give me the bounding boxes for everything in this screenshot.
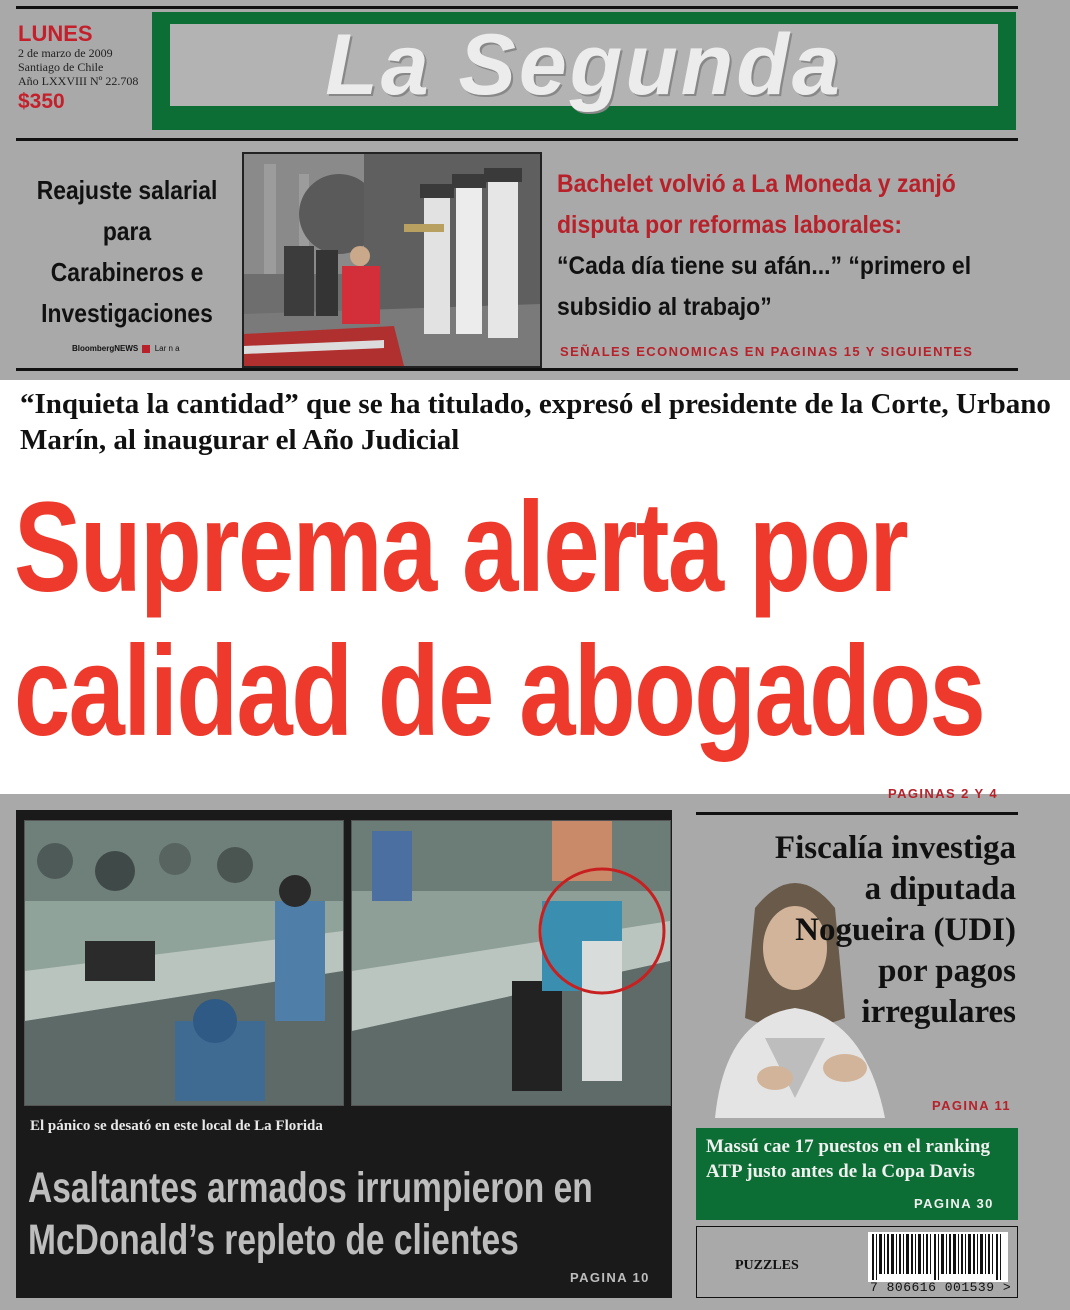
top-row-bottom-rule: [16, 368, 1018, 371]
crime-photo-caption: El pánico se desató en este local de La Florida: [30, 1118, 323, 1134]
price: $350: [18, 90, 65, 113]
sports-page-ref[interactable]: PAGINA 30: [914, 1196, 994, 1211]
bloomberg-logo-text: BloombergNEWS: [72, 344, 139, 353]
fiscalia-page-ref[interactable]: PAGINA 11: [932, 1098, 1012, 1113]
newspaper-title: La Segunda: [325, 17, 843, 113]
cctv-photo-right: [351, 820, 671, 1106]
issue-date: 2 de marzo de 2009: [18, 46, 113, 60]
date-block: [18, 22, 148, 114]
senales-page-ref[interactable]: SEÑALES ECONOMICAS EN PAGINAS 15 Y SIGUIENTES: [560, 344, 974, 359]
top-rule: [16, 6, 1018, 9]
city: Santiago de Chile: [18, 60, 104, 74]
fiscalia-headline: Fiscalía investiga a diputada Nogueira (UDI) por pagos irregulares: [774, 830, 1016, 1030]
masthead-bottom-rule: [16, 138, 1018, 141]
ceremony-photo-image: [244, 154, 540, 366]
crime-headline: [28, 1162, 593, 1266]
barcode-icon: [868, 1232, 1008, 1282]
cctv-photo-left: [24, 820, 344, 1106]
crime-headline-line2: McDonald’s repleto de clientes: [28, 1216, 519, 1264]
main-headline-line1: Suprema alerta por: [14, 476, 908, 619]
bachelet-headline: Bachelet volvió a La Moneda y zanjó disputa por reformas laborales:: [557, 170, 956, 239]
partner-logo-icon: [142, 345, 150, 353]
crime-headline-line1: Asaltantes armados irrumpieron en: [28, 1164, 593, 1212]
partner-logo-text: Lar n a: [154, 344, 180, 353]
main-story-kicker: “Inquieta la cantidad” que se ha titulado, expresó el presidente de la Corte, Urbano Marín, al inaugurar el Año Judicial: [20, 388, 1051, 456]
weekday: LUNES: [18, 21, 93, 46]
crime-page-ref[interactable]: PAGINA 10: [570, 1270, 650, 1285]
bachelet-ceremony-photo: [242, 152, 542, 368]
cctv-left-image: [25, 821, 343, 1105]
barcode-bars: [868, 1232, 1008, 1282]
right-column-rule: [696, 812, 1018, 815]
barcode-number: 7 806616 001539 >: [870, 1280, 1012, 1295]
masthead-nameplate: [170, 17, 998, 113]
cctv-right-image: [352, 821, 670, 1105]
masthead-banner: [152, 12, 1016, 130]
issue-number: Año LXXVIII Nº 22.708: [18, 74, 139, 88]
main-story-page-ref[interactable]: PAGINAS 2 Y 4: [888, 786, 998, 801]
main-headline-line2: calidad de abogados: [14, 620, 985, 763]
massu-headline: Massú cae 17 puestos en el ranking ATP justo antes de la Copa Davis: [706, 1136, 990, 1182]
main-headline: [14, 476, 985, 764]
bloomberg-logo: [72, 344, 180, 353]
puzzles-label[interactable]: PUZZLES: [735, 1258, 799, 1273]
reajuste-headline: Reajuste salarial para Carabineros e Investigaciones: [36, 175, 218, 328]
bachelet-quote: “Cada día tiene su afán...” “primero el subsidio al trabajo”: [557, 252, 972, 321]
